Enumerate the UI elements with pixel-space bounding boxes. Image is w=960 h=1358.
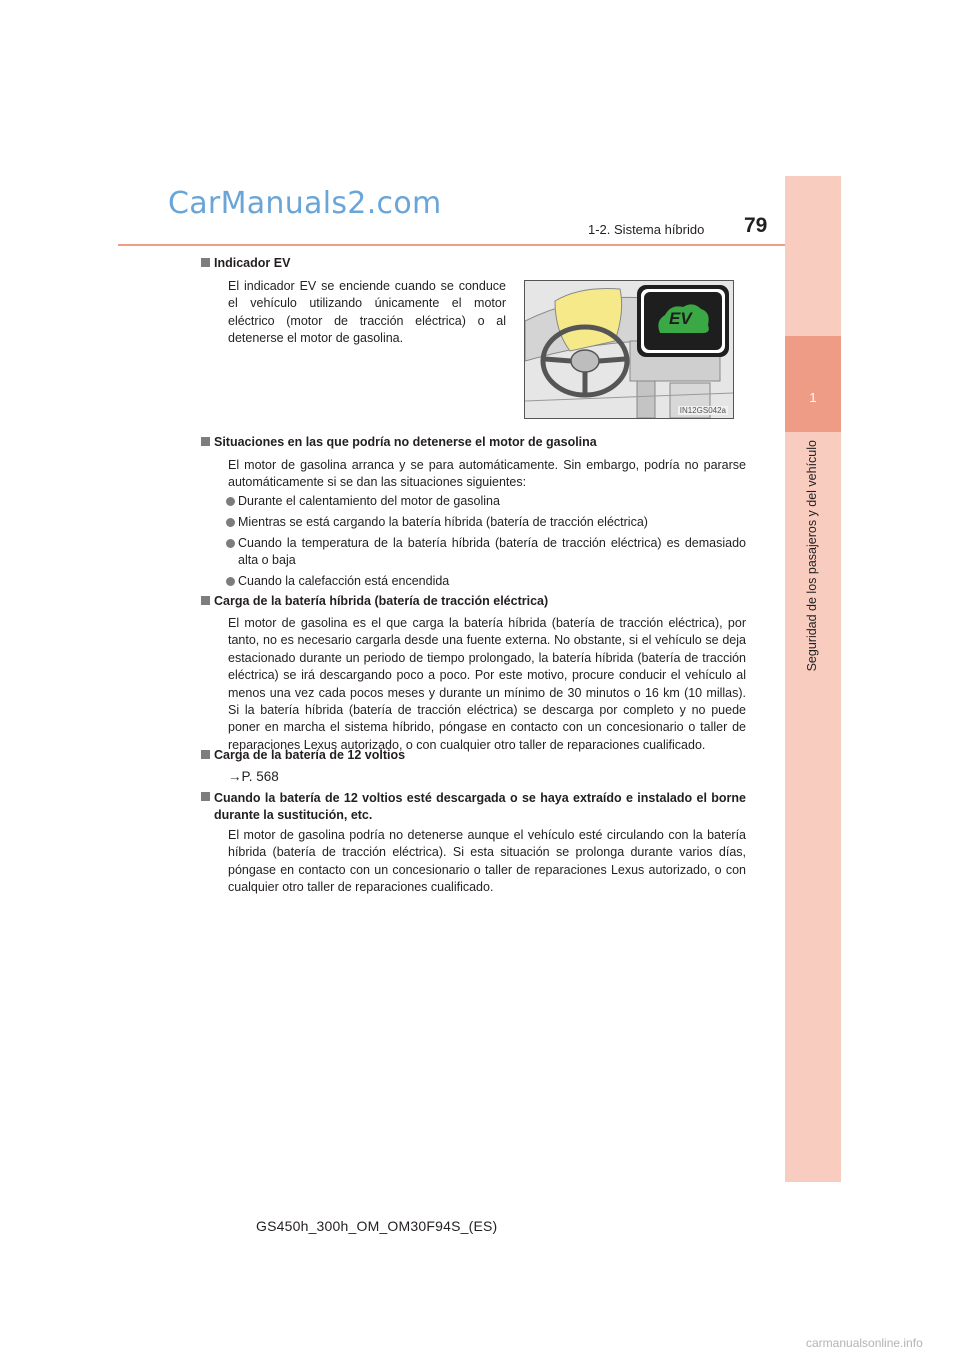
heading-12v-battery-charging: Carga de la batería de 12 voltios — [214, 748, 405, 762]
chapter-number: 1 — [785, 336, 841, 432]
heading-situations: Situaciones en las que podría no detenerse el motor de gasolina — [214, 435, 597, 449]
dot-bullet-icon — [226, 518, 235, 527]
list-item: Mientras se está cargando la batería híbrida (batería de tracción eléctrica) — [238, 514, 746, 531]
square-bullet-icon — [201, 792, 210, 801]
page-number: 79 — [744, 214, 768, 237]
site-logo[interactable]: CarManuals2.com — [168, 186, 442, 221]
watermark-text: carmanualsonline.info — [806, 1336, 923, 1350]
header-rule — [118, 244, 785, 246]
list-item: Cuando la temperatura de la batería híbrida (batería de tracción eléctrica) es demasiado alta o baja — [238, 535, 746, 570]
dashboard-illustration — [524, 280, 734, 419]
dot-bullet-icon — [226, 497, 235, 506]
page-reference: →P. 568 — [228, 769, 279, 784]
document-code-footer: GS450h_300h_OM_OM30F94S_(ES) — [256, 1218, 498, 1234]
square-bullet-icon — [201, 258, 210, 267]
hybrid-battery-charging-text: El motor de gasolina es el que carga la batería híbrida (batería de tracción eléctrica), por tanto, no es necesario cargarla desde una fuente externa. No obstante, si el vehículo se deja estacionado durante un periodo de tiempo prolongado, la batería híbrida (batería de tracción eléctrica) se irá descargando poco a poco. Por este motivo, procure conducir el vehículo al menos una vez cada pocos meses y durante un mínimo de 30 minutos o 16 km (10 millas). Si la batería híbrida (batería de tracción eléctrica) se descarga por completo y no puede poner en marcha el sistema híbrido, póngase en contacto con un concesionario o taller de reparaciones Lexus autorizado, o con cualquier otro taller de reparaciones cualificado. — [228, 616, 746, 752]
chapter-title-vertical — [800, 440, 824, 680]
image-code: IN12GS042a — [679, 406, 726, 415]
chapter-title-text: Seguridad de los pasajeros y del vehículo — [805, 440, 819, 672]
heading-12v-battery-discharged: Cuando la batería de 12 voltios esté descargada o se haya extraído e instalado el borne durante la sustitución, etc. — [214, 790, 746, 825]
heading-hybrid-battery-charging: Carga de la batería híbrida (batería de tracción eléctrica) — [214, 594, 548, 608]
list-item: Cuando la calefacción está encendida — [238, 573, 746, 590]
situations-text: El motor de gasolina arranca y se para automáticamente. Sin embargo, podría no pararse automáticamente si se dan las situaciones siguientes: — [228, 458, 746, 490]
ev-label: EV — [669, 309, 692, 328]
square-bullet-icon — [201, 437, 210, 446]
12v-battery-discharged-text: El motor de gasolina podría no detenerse aunque el vehículo esté circulando con la batería híbrida (batería de tracción eléctrica). Si esta situación se prolonga durante varios días, póngase en contacto con un concesionario o taller de reparaciones Lexus autorizado, o con cualquier otro taller de reparaciones cualificado. — [228, 828, 746, 895]
section-title: 1-2. Sistema híbrido — [588, 222, 705, 237]
list-item: Durante el calentamiento del motor de gasolina — [238, 493, 746, 510]
heading-ev-indicator: Indicador EV — [214, 256, 290, 270]
square-bullet-icon — [201, 750, 210, 759]
square-bullet-icon — [201, 596, 210, 605]
dot-bullet-icon — [226, 577, 235, 586]
ev-indicator-text: El indicador EV se enciende cuando se conduce el vehículo utilizando únicamente el motor eléctrico (motor de tracción eléctrica) o al detenerse el motor de gasolina. — [228, 279, 506, 346]
dot-bullet-icon — [226, 539, 235, 548]
dashboard-drawing — [525, 281, 733, 418]
